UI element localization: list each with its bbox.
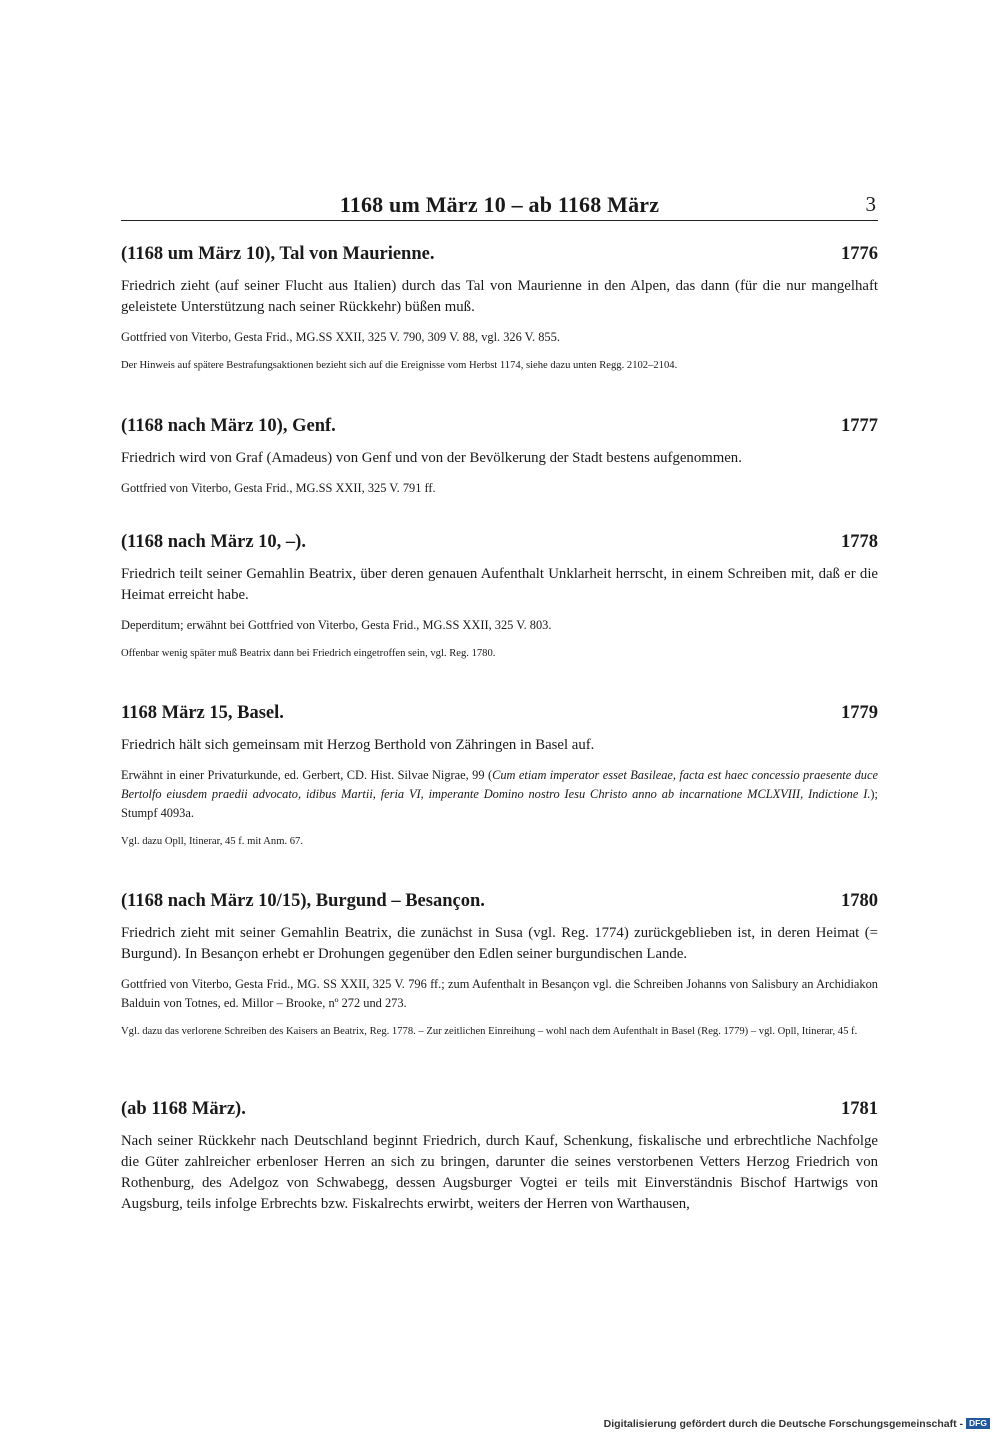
entry-comment: Der Hinweis auf spätere Bestrafungsaktionen bezieht sich auf die Ereignisse vom Herbst 1174, siehe dazu unten Regg. 2102–2104. (121, 360, 678, 371)
source-quotation: Cum etiam imperator esset Basileae, facta est haec concessio praesente duce Bertolfo eiusdem praedii advocato, idibus Martii, feria VI, imperante Domino nostro Iesu Christo anno ab incarnatione MCLXVIII, Indictione I. (121, 768, 879, 801)
entry-comment: Offenbar wenig später muß Beatrix dann bei Friedrich eingetroffen sein, vgl. Reg. 1780. (121, 648, 496, 659)
entry-number: 1779 (841, 703, 878, 723)
dfg-logo: DFG (966, 1418, 990, 1429)
entry-number: 1777 (841, 416, 878, 436)
regest-entry-1780 (121, 891, 878, 1040)
running-header (121, 192, 878, 224)
entry-heading (121, 891, 878, 917)
entry-summary: Friedrich teilt seiner Gemahlin Beatrix, über deren genauen Aufenthalt Unklarheit herrscht, in einem Schreiben mit, daß er die Heimat erreicht habe. (121, 566, 878, 603)
entry-source: Gottfried von Viterbo, Gesta Frid., MG. SS XXII, 325 V. 796 ff.; zum Aufenthalt in Besançon vgl. die Schreiben Johanns von Salisbury an Archidiakon Balduin von Totnes, ed. Millor – Brooke, nº 272 und 273. (121, 977, 878, 1010)
entry-title: (ab 1168 März). (121, 1099, 246, 1119)
entry-source (121, 766, 878, 823)
entry-summary: Nach seiner Rückkehr nach Deutschland beginnt Friedrich, durch Kauf, Schenkung, fiskalische und erbrechtliche Nachfolge die Güter zahlreicher erbenloser Herren an sich zu bringen, darunter die seines verstorbenen Vetters Herzog Friedrich von Rothenburg, des Adelgoz von Schwabegg, dessen Augsburger Vogtei er teils mit Einverständnis Bischof Hartwigs von Augsburg, teils infolge Erbrechts bzw. Fiskalrechts erwirbt, weiters der Herren von Warthausen, (121, 1133, 878, 1212)
regest-entry-1779 (121, 703, 878, 850)
regest-entry-1781 (121, 1099, 878, 1215)
dfg-footer (604, 1418, 990, 1430)
running-title: 1168 um März 10 – ab 1168 März (339, 192, 660, 217)
entry-title: (1168 nach März 10), Genf. (121, 416, 336, 436)
entry-heading (121, 416, 878, 442)
entry-heading (121, 244, 878, 270)
source-text: Erwähnt in einer Privaturkunde, ed. Gerbert, CD. Hist. Silvae Nigrae, 99 ( (121, 768, 493, 782)
entry-title: (1168 nach März 10/15), Burgund – Besançon. (121, 891, 485, 911)
entry-summary: Friedrich zieht (auf seiner Flucht aus Italien) durch das Tal von Maurienne in den Alpen, das dann (für die nur mangelhaft geleistete Unterstützung nach seiner Rückkehr) büßen muß. (121, 278, 878, 315)
entry-summary: Friedrich wird von Graf (Amadeus) von Genf und von der Bevölkerung der Stadt bestens aufgenommen. (121, 450, 742, 466)
entry-title: (1168 nach März 10, –). (121, 532, 306, 552)
footer-text: Digitalisierung gefördert durch die Deutsche Forschungsgemeinschaft - (603, 1418, 964, 1430)
page-number: 3 (865, 192, 876, 216)
entry-number: 1781 (841, 1099, 878, 1119)
regest-entry-1776 (121, 244, 878, 374)
entry-heading (121, 703, 878, 729)
entry-number: 1776 (841, 244, 878, 264)
entry-comment: Vgl. dazu das verlorene Schreiben des Kaisers an Beatrix, Reg. 1778. – Zur zeitlichen Einreihung – wohl nach dem Aufenthalt in Basel (Reg. 1779) – vgl. Opll, Itinerar, 45 f. (121, 1026, 858, 1037)
regest-entry-1778 (121, 532, 878, 662)
regest-entry-1777 (121, 416, 878, 498)
entry-heading (121, 532, 878, 558)
entry-title: 1168 März 15, Basel. (121, 703, 284, 723)
entry-title: (1168 um März 10), Tal von Maurienne. (121, 244, 435, 264)
entry-comment: Vgl. dazu Opll, Itinerar, 45 f. mit Anm. 67. (121, 836, 303, 847)
entry-summary: Friedrich zieht mit seiner Gemahlin Beatrix, die zunächst in Susa (vgl. Reg. 1774) zurückgeblieben ist, in deren Heimat (= Burgund). In Besançon erhebt er Drohungen gegenüber den Edlen seiner burgundischen Lande. (121, 925, 878, 962)
entry-source: Gottfried von Viterbo, Gesta Frid., MG.SS XXII, 325 V. 790, 309 V. 88, vgl. 326 V. 855. (121, 330, 560, 344)
entry-heading (121, 1099, 878, 1125)
entry-source: Gottfried von Viterbo, Gesta Frid., MG.SS XXII, 325 V. 791 ff. (121, 481, 436, 495)
header-rule (121, 220, 878, 221)
source-text-end: ); Stumpf 4093a. (121, 787, 878, 820)
entry-source: Deperditum; erwähnt bei Gottfried von Viterbo, Gesta Frid., MG.SS XXII, 325 V. 803. (121, 618, 552, 632)
entry-summary: Friedrich hält sich gemeinsam mit Herzog Berthold von Zähringen in Basel auf. (121, 737, 595, 753)
entry-number: 1780 (841, 891, 878, 911)
entry-number: 1778 (841, 532, 878, 552)
